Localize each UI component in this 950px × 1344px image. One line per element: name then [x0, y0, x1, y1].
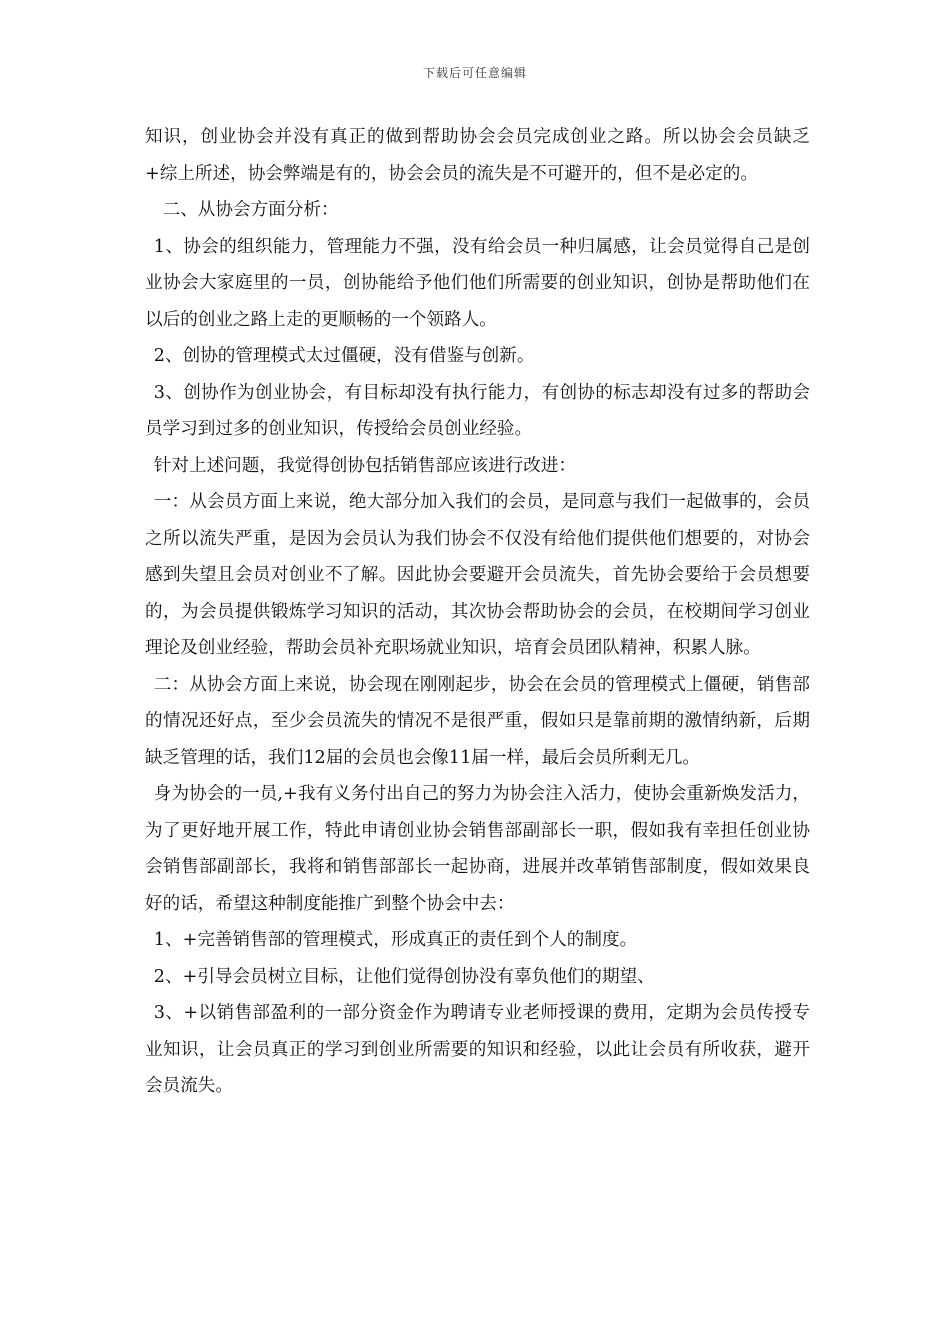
paragraph: 二：从协会方面上来说，协会现在刚刚起步，协会在会员的管理模式上僵硬，销售部的情况还好点，至少会员流失的情况不是很严重，假如只是靠前期的激情纳新，后期缺乏管理的话，我们12届的会员也会像11届一样，最后会员所剩无几。: [145, 674, 810, 768]
paragraph: 3、创协作为创业协会，有目标却没有执行能力，有创协的标志却没有过多的帮助会员学习到过多的创业知识，传授给会员创业经验。: [145, 382, 810, 439]
paragraph: 针对上述问题，我觉得创协包括销售部应该进行改进：: [153, 455, 577, 476]
list-item: 3、+以销售部盈利的一部分资金作为聘请专业老师授课的费用，定期为会员传授专业知识，让会员真正的学习到创业所需要的知识和经验，以此让会员有所收获，避开会员流失。: [145, 1003, 810, 1096]
list-item: 1、+完善销售部的管理模式，形成真正的责任到个人的制度。: [153, 930, 638, 950]
paragraph: 知识，创业协会并没有真正的做到帮助协会会员完成创业之路。所以协会会员缺乏+综上所述，协会弊端是有的，协会会员的流失是不可避开的，但不是必定的。: [145, 127, 810, 184]
paragraph: 身为协会的一员,+我有义务付出自己的努力为协会注入活力，使协会重新焕发活力，为了更好地开展工作，特此申请创业协会销售部副部长一职，假如我有幸担任创业协会销售部副部长，我将和销售部部长一起协商，进展并改革销售部制度，假如效果良好的话，希望这种制度能推广到整个协会中去：: [145, 784, 810, 914]
document-body: [145, 119, 810, 1105]
list-item: 2、+引导会员树立目标，让他们觉得创协没有辜负他们的期望、: [153, 966, 655, 987]
paragraph: 2、创协的管理模式太过僵硬，没有借鉴与创新。: [153, 346, 535, 366]
paragraph: 1、协会的组织能力，管理能力不强，没有给会员一种归属感，让会员觉得自己是创业协会大家庭里的一员，创协能给予他们他们所需要的创业知识，创协是帮助他们在以后的创业之路上走的更顺畅的一个领路人。: [145, 236, 810, 330]
paragraph: 一：从会员方面上来说，绝大部分加入我们的会员，是同意与我们一起做事的，会员之所以流失严重，是因为会员认为我们协会不仅没有给他们提供他们想要的，对协会感到失望且会员对创业不了解。因此协会要避开会员流失，首先协会要给于会员想要的，为会员提供锻炼学习知识的活动，其次协会帮助协会的会员，在校期间学习创业理论及创业经验，帮助会员补充职场就业知识，培育会员团队精神，积累人脉。: [145, 492, 810, 658]
page-header: 下载后可任意编辑: [422, 66, 527, 80]
section-heading: 二、从协会方面分析：: [162, 200, 339, 220]
